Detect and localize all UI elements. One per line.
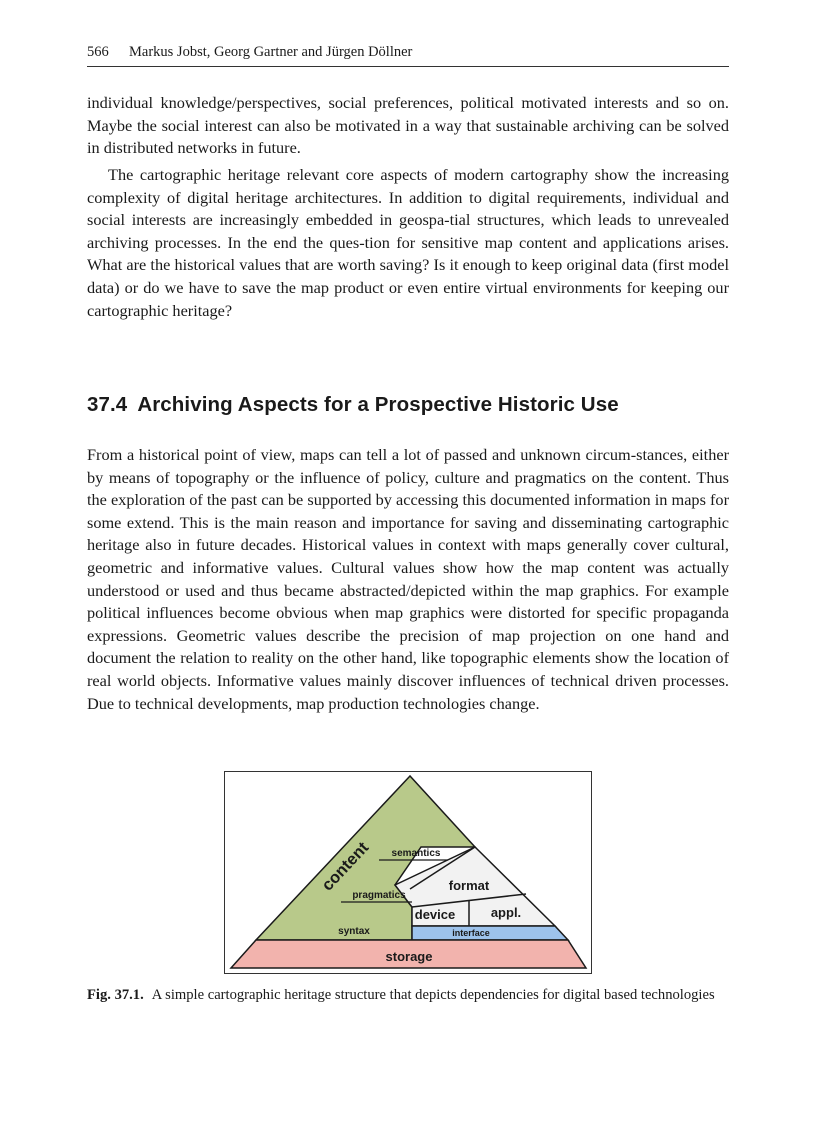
section-heading (87, 393, 619, 417)
label-format: format (448, 878, 490, 893)
label-pragmatics: pragmatics (352, 890, 406, 901)
figure-heritage-pyramid (224, 771, 592, 974)
paragraph-historical-view (87, 444, 729, 715)
label-appl: appl. (490, 905, 522, 920)
figure-caption (87, 985, 729, 1005)
paragraph-text: The cartographic heritage relevant core aspects of modern cartography show the increasing complexity of digital heritage architectures. In addition to digital requirements, individual and social interests are increasingly embedded in geospa-tial structures, which leads to unrevealed archiving processes. In the end the ques-tion for sensitive map content and applications arises. What are the historical values that are worth saving? Is it enough to keep original data (first model data) or do we have to save the map product or even entire virtual environments for keeping our cartographic heritage? (87, 165, 729, 320)
caption-text: A simple cartographic heritage structure that depicts dependencies for digital based technologies (151, 987, 715, 1003)
running-header (87, 44, 729, 67)
label-device: device (414, 907, 456, 922)
label-syntax: syntax (338, 926, 370, 937)
label-interface: interface (452, 928, 490, 938)
label-storage: storage (385, 949, 433, 964)
pyramid-diagram (225, 772, 593, 975)
paragraph-text: individual knowledge/perspectives, social preferences, political motivated interests and so on. Maybe the social interest can also be motivated in a way that sustainable archiving can be solved in distributed networks in future. (87, 93, 729, 158)
interface-layer (412, 926, 568, 940)
paragraph-text: From a historical point of view, maps can tell a lot of passed and unknown circum-stances, either by means of topography or the influence of policy, culture and pragmatics on the content. Thus the exploration of the past can be supported by accessing this documented information in maps for some extend. This is the main reason and importance for saving and disseminating cartographic heritage also in future decades. Historical values in context with maps generally cover cultural, geometric and informative values. Cultural values show how the map content was actually understood or used and thus became abstracted/depicted within the map graphics. For example political influences become obvious when map graphics were distorted for specific propaganda expressions. Geometric values describe the precision of map projection on one hand and document the relation to reality on the other hand, like topographic elements show the location of real world objects. Informative values mainly discover influences of technical driven processes. Due to technical developments, map production technologies change. (87, 445, 729, 713)
section-title-text: Archiving Aspects for a Prospective Historic Use (137, 393, 619, 416)
paragraph-core-aspects (87, 164, 729, 322)
header-authors: Markus Jobst, Georg Gartner and Jürgen Döllner (129, 44, 413, 60)
section-number: 37.4 (87, 393, 128, 416)
page-number: 566 (87, 44, 109, 60)
paragraph-continued (87, 92, 729, 160)
figure-label: Fig. 37.1. (87, 987, 144, 1003)
label-semantics: semantics (391, 848, 441, 859)
label-content: content (318, 838, 373, 895)
